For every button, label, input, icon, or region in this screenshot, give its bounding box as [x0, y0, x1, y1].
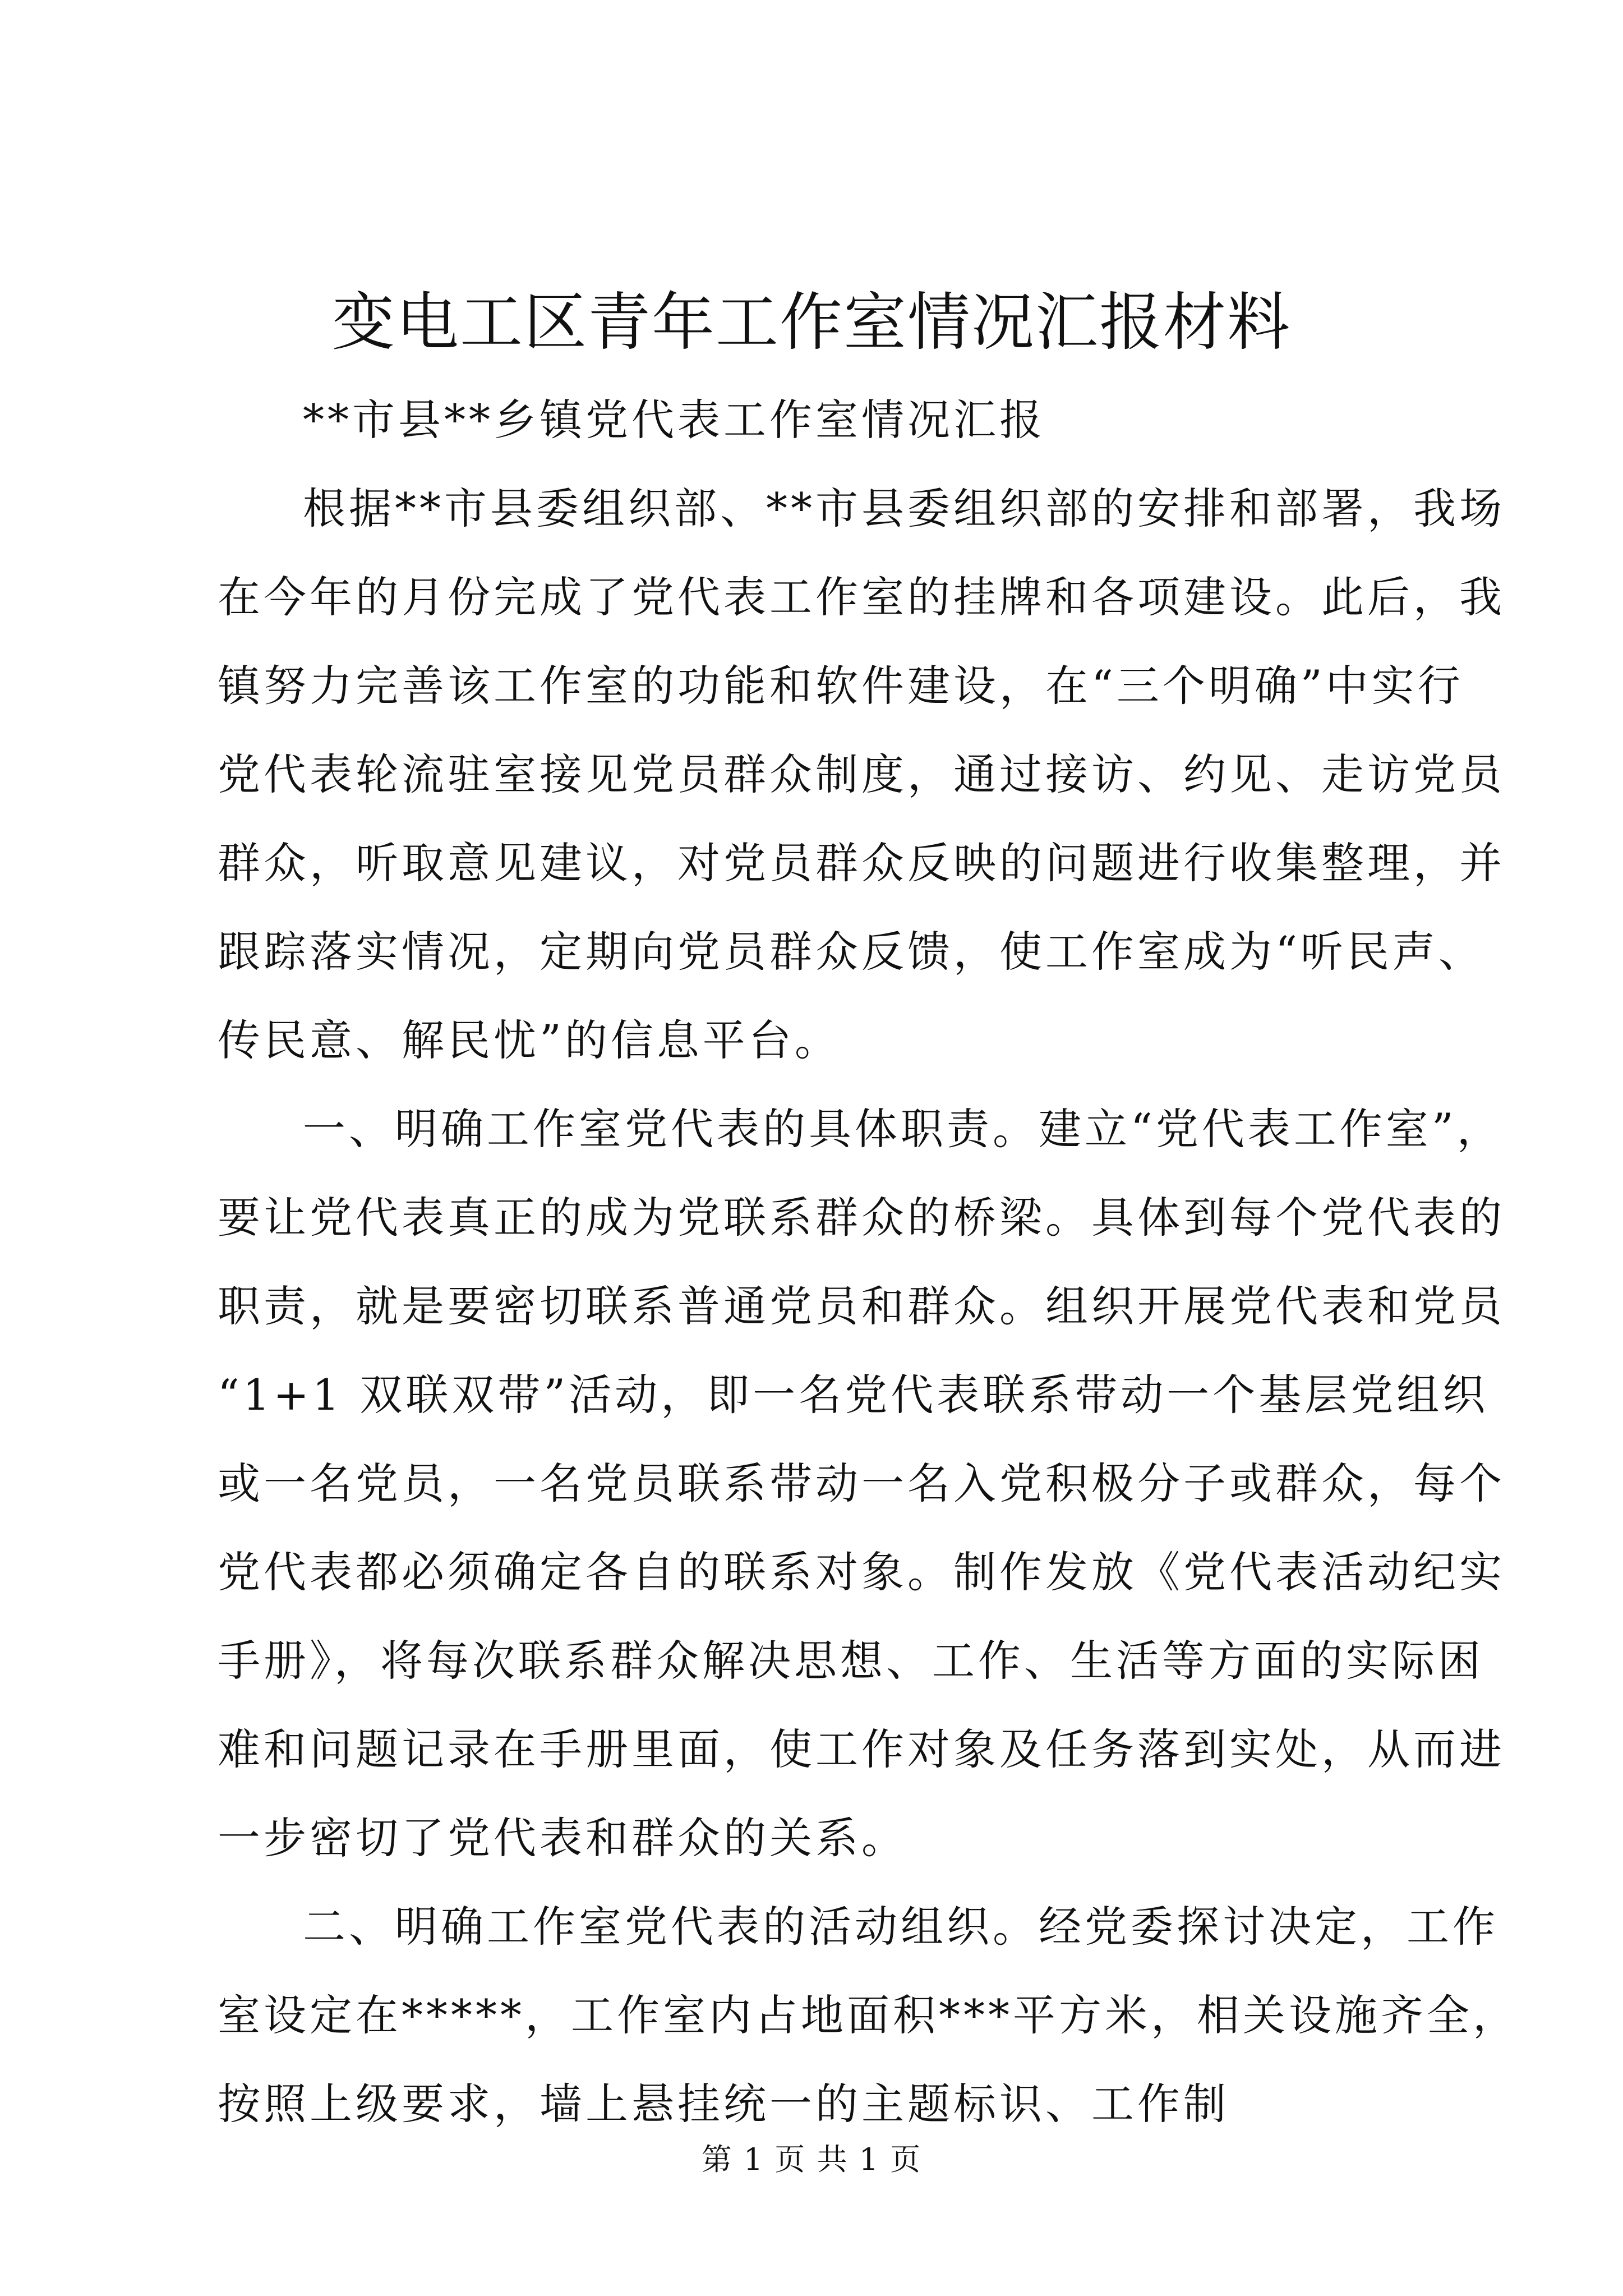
page-footer: 第 1 页 共 1 页: [701, 2142, 922, 2177]
text-line: “1+1 双联双带”活动，即一名党代表联系带动一个基层党组织: [218, 1370, 1489, 1420]
text-line: 传民意、解民忧”的信息平台。: [218, 1015, 841, 1065]
text-line: 镇努力完善该工作室的功能和软件建设，在“三个明确”中实行: [218, 661, 1464, 711]
text-line: 难和问题记录在手册里面，使工作对象及任务落到实处，从而进: [218, 1724, 1505, 1774]
text-line: 根据**市县委组织部、**市县委组织部的安排和部署，我场: [303, 484, 1505, 533]
text-line: 要让党代表真正的成为党联系群众的桥梁。具体到每个党代表的: [218, 1193, 1505, 1243]
text-line: 二、明确工作室党代表的活动组织。经党委探讨决定，工作: [303, 1902, 1498, 1952]
text-line: 在今年的月份完成了党代表工作室的挂牌和各项建设。此后，我: [218, 572, 1505, 622]
text-line: 党代表都必须确定各自的联系对象。制作发放《党代表活动纪实: [218, 1547, 1505, 1597]
text-line: 按照上级要求，墙上悬挂统一的主题标识、工作制: [218, 2079, 1229, 2129]
text-line: 职责，就是要密切联系普通党员和群众。组织开展党代表和党员: [218, 1281, 1505, 1331]
text-line: **市县**乡镇党代表工作室情况汇报: [303, 395, 1045, 445]
text-line: 一、明确工作室党代表的具体职责。建立“党代表工作室”，: [303, 1104, 1503, 1154]
document-title: 变电工区青年工作室情况汇报材料: [332, 286, 1291, 359]
document-body: [218, 376, 1519, 2148]
text-line: 或一名党员，一名党员联系带动一名入党积极分子或群众，每个: [218, 1458, 1505, 1508]
text-line: 一步密切了党代表和群众的关系。: [218, 1813, 907, 1863]
text-line: 室设定在*****，工作室内占地面积***平方米，相关设施齐全，: [218, 1990, 1519, 2040]
text-line: 党代表轮流驻室接见党员群众制度，通过接访、约见、走访党员: [218, 749, 1505, 799]
text-line: 跟踪落实情况，定期向党员群众反馈，使工作室成为“听民声、: [218, 927, 1484, 977]
text-line: 手册》，将每次联系群众解决思想、工作、生活等方面的实际困: [218, 1636, 1484, 1686]
text-line: 群众，听取意见建议，对党员群众反映的问题进行收集整理，并: [218, 838, 1505, 888]
